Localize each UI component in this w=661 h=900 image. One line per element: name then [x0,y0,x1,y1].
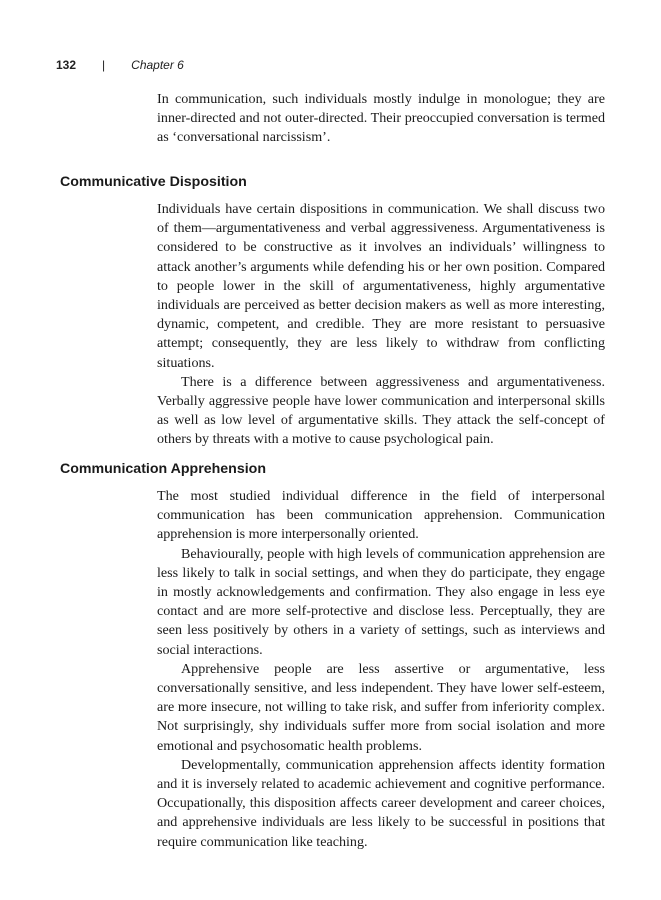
running-head-separator: | [102,58,106,72]
paragraph: In communication, such individuals mostly indulge in monologue; they are inner-directed and not outer-directed. Their preoccupied conversation is termed as ‘conversational narcissism’. [157,91,605,146]
section-body-communication-apprehension [157,487,605,852]
paragraph: There is a difference between aggressiveness and argumentativeness. Verbally aggressive people have lower communication and interpersonal skills as well as low level of argumentative skills. They attack the self-concept of others by threats with a motive to cause psychological pain. [157,373,605,448]
paragraph: Individuals have certain dispositions in communication. We shall discuss two of them—argumentativeness and verbal aggressiveness. Argumentativeness is considered to be constructive as it involves an individuals’ willingness to attack another’s arguments while defending his or her own position. Compared to people lower in the skill of argumentativeness, highly argumentative individuals are perceived as better decision makers as well as more interesting, dynamic, competent, and credible. They are more resistant to persuasive attempt; consequently, they are less likely to withdraw from conflicting situations. [157,201,605,371]
paragraph: Developmentally, communication apprehension affects identity formation and it is inversely related to academic achievement and cognitive performance. Occupationally, this disposition affects career development and career choices, and apprehensive individuals are less likely to be successful in positions that require communication like teaching. [157,756,605,850]
chapter-label: Chapter 6 [131,58,184,72]
paragraph: Behaviourally, people with high levels of communication apprehension are less likely to talk in social settings, and when they do participate, they engage in mostly acknowledgements and confirmation. They also engage in less eye contact and are more self-protective and disclose less. Perceptually, they are seen less positively by others in a variety of settings, such as interviews and social interactions. [157,545,605,658]
page-number: 132 [56,58,77,72]
running-head [56,58,184,72]
section-heading-communication-apprehension: Communication Apprehension [60,461,266,477]
paragraph: Apprehensive people are less assertive or argumentative, less conversationally sensitive, and less independent. They have lower self-esteem, are more insecure, not willing to take risk, and suffer from inferiority complex. Not surprisingly, shy individuals suffer more from social isolation and more emotional and psychosomatic health problems. [157,660,605,754]
intro-text [157,90,605,148]
section-body-communicative-disposition [157,200,605,450]
section-heading-communicative-disposition: Communicative Disposition [60,174,247,190]
paragraph: The most studied individual difference in the field of interpersonal communication has been communication apprehension. Communication apprehension is more interpersonally oriented. [157,488,605,543]
